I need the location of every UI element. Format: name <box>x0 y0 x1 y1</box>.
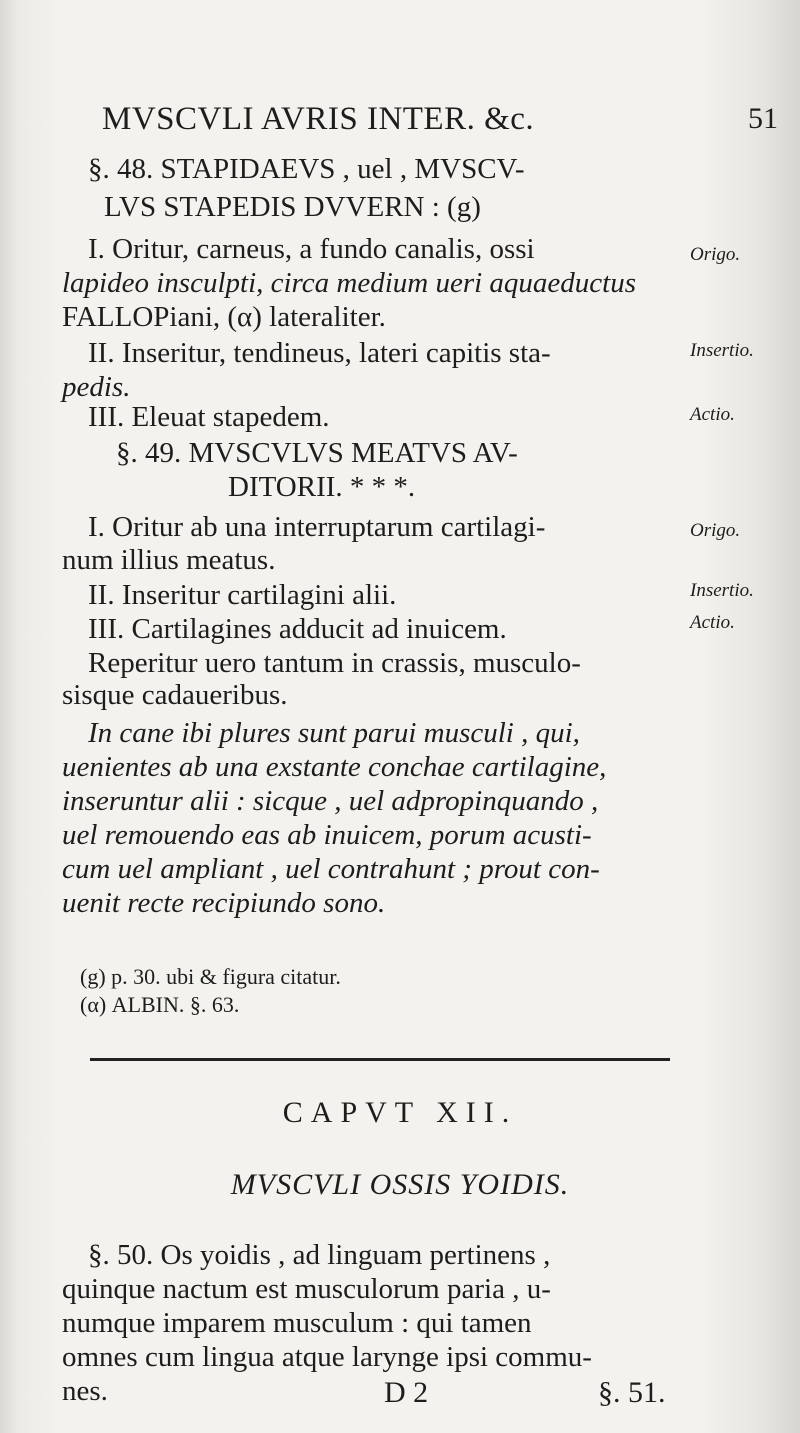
s49-line-7: In cane ibi plures sunt parui musculi , qui, <box>88 717 580 749</box>
signature-mark: D 2 <box>384 1376 429 1409</box>
section-49-heading-1: §. 49. MVSCVLVS MEATVS AV- <box>116 437 518 469</box>
section-49-heading-2: DITORII. * * *. <box>228 471 416 503</box>
page-number: 51 <box>748 102 778 135</box>
margin-origo-1: Origo. <box>690 244 741 265</box>
s50-line-4: omnes cum lingua atque larynge ipsi commu- <box>62 1341 592 1373</box>
margin-insertio-2: Insertio. <box>690 580 754 601</box>
catchword: §. 51. <box>598 1376 666 1409</box>
s48-line-4: II. Inseritur, tendineus, lateri capitis sta- <box>88 337 551 369</box>
s48-line-5: pedis. <box>62 371 131 403</box>
section-48-heading-2: LVS STAPEDIS DVVERN : (g) <box>104 191 481 223</box>
chapter-number: CAPVT XII. <box>282 1096 518 1129</box>
s49-line-5: Reperitur uero tantum in crassis, musculo- <box>88 647 581 679</box>
s49-line-6: sisque cadaueribus. <box>62 679 288 711</box>
s49-line-10: uel remouendo eas ab inuicem, porum acusti- <box>62 819 592 851</box>
chapter-divider <box>90 1058 670 1061</box>
running-header: MVSCVLI AVRIS INTER. &c. <box>102 101 535 137</box>
s49-line-8: uenientes ab una exstante conchae cartilagine, <box>62 751 607 783</box>
footnote-g: (g) p. 30. ubi & figura citatur. <box>80 964 341 989</box>
chapter-title: MVSCVLI OSSIS YOIDIS. <box>230 1168 570 1201</box>
s50-line-3: numque imparem musculum : qui tamen <box>62 1307 532 1339</box>
s50-line-5: nes. <box>62 1375 108 1407</box>
margin-insertio-1: Insertio. <box>690 340 754 361</box>
s48-line-3: FALLOPiani, (α) lateraliter. <box>62 301 386 333</box>
margin-actio-2: Actio. <box>690 612 735 633</box>
s48-line-6: III. Eleuat stapedem. <box>88 401 330 433</box>
s48-line-2: lapideo insculpti, circa medium ueri aquaeductus <box>62 267 636 299</box>
s50-line-1: §. 50. Os yoidis , ad linguam pertinens , <box>88 1239 551 1271</box>
s49-line-11: cum uel ampliant , uel contrahunt ; prout con- <box>62 853 600 885</box>
margin-origo-2: Origo. <box>690 520 741 541</box>
s48-line-1: I. Oritur, carneus, a fundo canalis, ossi <box>88 233 535 265</box>
s49-line-2: num illius meatus. <box>62 544 276 576</box>
s49-line-3: II. Inseritur cartilagini alii. <box>88 579 397 611</box>
s49-line-9: inseruntur alii : sicque , uel adpropinquando , <box>62 785 599 817</box>
s50-line-2: quinque nactum est musculorum paria , u- <box>62 1273 551 1305</box>
footnote-alpha: (α) ALBIN. §. 63. <box>80 992 240 1017</box>
section-48-heading-1: §. 48. STAPIDAEVS , uel , MVSCV- <box>88 153 525 185</box>
s49-line-1: I. Oritur ab una interruptarum cartilagi- <box>88 511 546 543</box>
s49-line-4: III. Cartilagines adducit ad inuicem. <box>88 613 507 645</box>
margin-actio-1: Actio. <box>690 404 735 425</box>
s49-line-12: uenit recte recipiundo sono. <box>62 887 386 919</box>
